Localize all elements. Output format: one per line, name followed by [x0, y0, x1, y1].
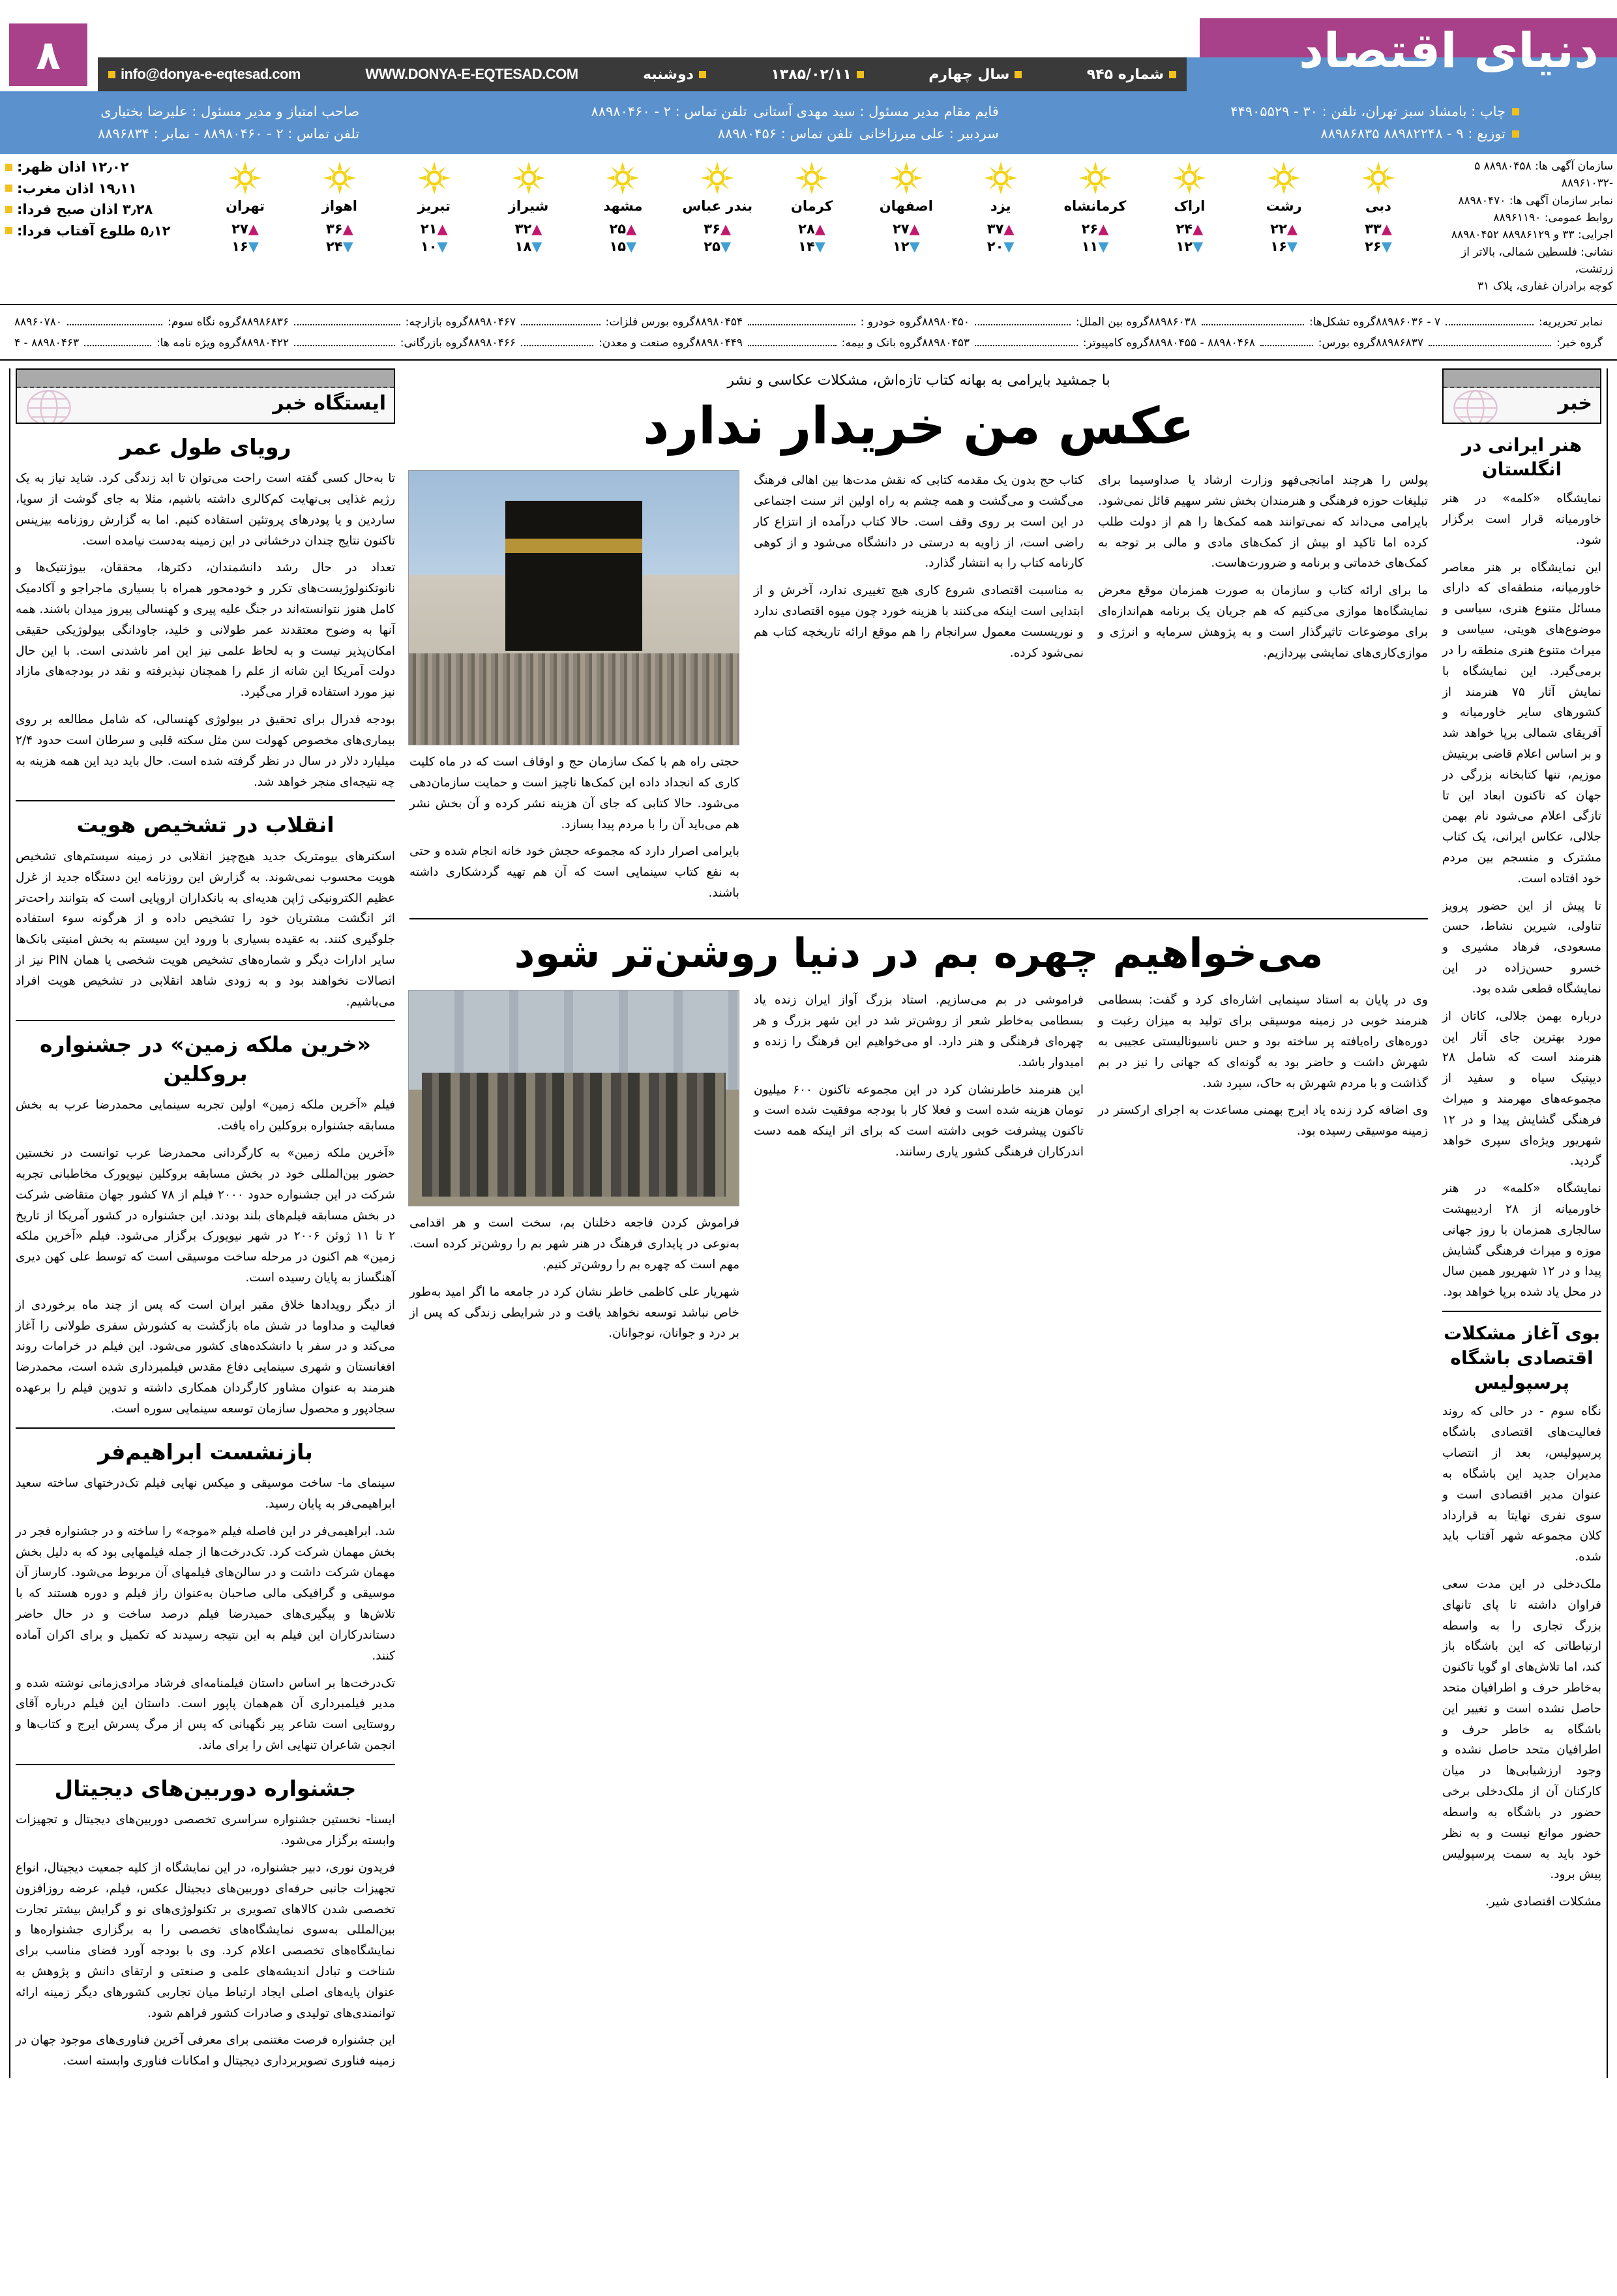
sun-icon [228, 160, 263, 196]
city-weather-list [209, 157, 1415, 256]
city-weather-item [586, 157, 659, 256]
article-title: «خرین ملکه زمین» در جشنواره بروکلین [40, 1032, 371, 1086]
owner-info [98, 104, 359, 142]
dot-leader [975, 345, 1078, 346]
sun-icon [1078, 160, 1113, 196]
article-paragraph: ایسنا- نخستین جشنواره سراسری تخصصی دوربین‌های دیجیتال و تجهیزات وابسته برگزار می‌شود. [16, 1813, 395, 1848]
temp-max: ▲۲۷ [892, 221, 920, 237]
email-address[interactable]: info@donya-e-eqtesad.com [108, 66, 301, 83]
prayer-time-row [5, 220, 201, 242]
directory-label: گروه نگاه سوم: [168, 316, 241, 329]
directory-phone[interactable]: ۸۸۹۸۶۰۳۸ [1149, 316, 1197, 329]
temp-max: ▲۳۶ [325, 221, 353, 237]
temp-min: ▼۲۴ [325, 239, 353, 255]
globe-icon [1450, 387, 1501, 424]
dot-leader [521, 324, 600, 325]
publication-info-bar [0, 91, 1617, 154]
city-name: بندر عباس [682, 198, 753, 214]
temp-max: ▲۳۳ [1365, 221, 1392, 237]
sun-icon [605, 160, 640, 196]
article-paragraph: فریدون نوری، دبیر جشنواره، در این نمایشگاه از کلیه جمعیت دیجیتال، انواع تجهیزات جانبی حرفه‌ای دوربین‌های دیجیتال عکس، فیلم، عرضه روزافزون تخصصی شدن کالاهای تصویری بر تکنولوژی‌های نو و گرایش بیشتر تجارت بین‌المللی به‌سوی نمایشگاه‌های تخصصی را به برگزاری جشنواره‌ها و نمایشگاه‌های تخصصی اعلام کرد. وی با بودجه آورد فضای مناسب برای شناخت و تبادل اندیشه‌های علمی و صنعتی و ارتقای دانش و پژوهش به عنوان پایه‌های اصلی ایجاد ارتباط میان تجاربی کشورهای دیگر زمینه ارائه توانمندی‌های تولیدی و صادرات کشور فراهم شود. [16, 1860, 395, 2020]
article-title: بازنشست ابراهیم‌فر [98, 1439, 313, 1465]
sun-icon [511, 160, 546, 196]
article-paragraph: شد. ابراهیمی‌فر در این فاصله فیلم «موجه» را ساخته و در جشنواره فجر در بخش مهمان شرکت کرد. تک‌درخت‌ها از جمله فیلمهایی بود که به دلیل بخش مهمان شرکت داشت و در سالن‌های فیلمهای آن مربوط می‌شود. کارساز آن موسیقی و گرافیکی مالی صاحبان به‌عنوان راز فیلم و دوره هستند که با تلاش‌ها و پیگیری‌های حمیدرضا فیلم درصد ساخت و در حال حاضر دستاندرکاران این فیلم به این نتیجه رسیدند که تکمیل و برای اکران آماده کنند. [16, 1524, 395, 1663]
article-divider [16, 800, 395, 801]
article2-headline: می‌خواهیم چهره بم در دنیا روشن‌تر شود [514, 929, 1324, 977]
sun-icon [417, 160, 452, 196]
temp-max: ▲۲۵ [609, 221, 637, 237]
article-title: هنر ایرانی در انگلستان [1461, 434, 1582, 481]
prayer-time-row [5, 157, 201, 178]
directory-entry [695, 333, 922, 353]
directory-phone[interactable]: ۸۸۹۸۰۴۲۲ [241, 336, 289, 350]
article1-text-mid [754, 470, 1084, 910]
temp-min: ▼۱۰ [420, 239, 448, 255]
article-paragraph: درباره بهمن جلالی، کاتان از مورد بهترین جای آثار این هنرمند است که شامل ۲۸ دیپتیک سیاه و سفید از مجموعه‌های مهرمند و میراث فرهنگی گشایش پیدا و در ۱۲ شهریور ویژه‌ای سپری خواهد گردید. [1442, 1009, 1601, 1169]
sun-icon [1266, 160, 1301, 196]
article-paragraph: ملک‌دخلی در این مدت سعی فراوان داشته تا پای تانهای بزرگ تجاری را به واسطه ارتباطاتی که این باشگاه باز کند، اما تلاش‌های او گویا تاکنون به‌خاطر حرف و اطرافیان متحد حاصل نشده است و تغییر این باشگاه به خاطر حرف و اطرافیان متحد حاصل نشده و وجود ارزشیابی‌ها در میان کارکنان آن از ملک‌دخلی برخی حضور در باشگاه به واسطه حضور موانع نیست و به نظر خود باید به سمت پرسپولیس پیش برود. [1442, 1577, 1601, 1882]
dot-leader [67, 324, 162, 325]
article-paragraph: ما برای ارائه کتاب و سازمان به صورت همزمان موقع معرض نمایشگاه‌ها موازی می‌کنیم که هم جریان یک برنامه هم‌اندازه‌ای برای موضوعات تاثیرگذار است و به پژوهش سرمایه و انرژی و موازی‌کاری‌های نمایشی بپردازیم. [1098, 584, 1428, 660]
article-paragraph: شهریار علی کاظمی خاطر نشان کرد در جامعه ما اگر امید به‌طور خاص نباشد توسعه نخواهد یافت و در شرایطی زندگی که پس از بر درد و جوانان، نوجوانان. [409, 1285, 739, 1341]
article-title: انقلاب در تشخیص هویت [76, 812, 334, 838]
group-of-people [422, 1073, 726, 1197]
sun-icon [794, 160, 829, 196]
city-name: شیراز [508, 198, 549, 214]
temp-max: ▲۲۸ [798, 221, 825, 237]
website-url[interactable]: WWW.DONYA-E-EQTESAD.COM [365, 66, 578, 82]
article-paragraph: تا به‌حال کسی گفته است راحت می‌توان تا ابد زندگی کرد. شاید نیاز به یک رژیم غذایی بی‌نهایت کم‌کالری داشته باشیم، مثلا به جای گوشت از سویا، ساردین و یا پودرهای پروتئین استفاده کنیم. اما به گزارش روزنامه بیزینس تاکنون نتایج چندان درخشانی در این زمینه به‌دست نیامده است. [16, 471, 395, 548]
city-name: مشهد [603, 198, 643, 214]
article-paragraph: فراموش کردن فاجعه دخلنان بم، سخت است و هر اقدامی به‌نوعی در پایداری فرهنگ در هنر شهر بم را روشن‌تر کرده است. مهم است که چهره بم را روشن‌تر کنیم. [409, 1216, 739, 1272]
temp-max: ▲۲۲ [1270, 221, 1298, 237]
section-gray-band [17, 370, 394, 388]
article2-photo [408, 990, 739, 1206]
staff-info [591, 104, 999, 142]
directory-label: گروه خبر: [1556, 336, 1603, 350]
article-paragraph: تا پیش از این حضور پرویز تناولی، شیرین نشاط، حسن مسعودی، فرهاد مشیری و خسرو حسن‌زاده در این نمایشگاه قطعی شده بود. [1442, 899, 1601, 996]
city-name: اراک [1174, 198, 1206, 214]
date-bar [98, 57, 1187, 91]
temp-min: ▼۱۸ [514, 239, 542, 255]
bullet-square-icon [5, 185, 12, 192]
city-weather-item [1247, 157, 1320, 256]
sun-icon [1172, 160, 1207, 196]
department-phone-directory [0, 305, 1617, 361]
city-name: اهواز [321, 198, 357, 214]
directory-phone[interactable]: ۴ - ۸۸۹۸۰۴۶۳ [14, 336, 80, 350]
directory-phone[interactable]: ۸۸۹۸۰۴۵۰ [922, 316, 970, 329]
sun-icon [228, 160, 263, 196]
logo-text: دنیای اقتصاد [1298, 23, 1599, 79]
prayer-times-box [5, 157, 201, 241]
section-divider [409, 918, 1428, 919]
sun-icon [1266, 160, 1301, 196]
contact-line: سازمان آگهی ها: ۸۸۹۸۰۴۵۸ ۵ -۸۸۹۶۱۰۳۲ [1474, 160, 1613, 190]
article-paragraph: کتاب حج بدون یک مقدمه کتابی که نقش مدت‌ها بین اهالی فرهنگ می‌گشت و می‌گشت و همه چشم به راه اولین اثر سنت اجتماعی در این است بر روی وقف است. حالا کتاب درآمده از انتزاع کار راضی است، از زاویه به درستی در دانشگاه می‌شود و از کوهی کارنامه کتاب را به انتشار گذارد. [754, 473, 1084, 571]
contact-line: نشانی: فلسطین شمالی، بالاتر از زرتشت، [1461, 245, 1613, 276]
weather-strip [0, 154, 1617, 305]
article-divider [16, 1020, 395, 1021]
directory-label: گروه خودرو : [860, 316, 922, 329]
temp-max: ▲۲۷ [231, 221, 259, 237]
article-title: بوی آغاز مشکلات اقتصادی باشگاه پرسپولیس [1443, 1322, 1601, 1394]
temp-min: ▼۱۲ [1176, 239, 1204, 255]
directory-phone[interactable]: ۸۸۹۸۶۸۳۷ [1376, 336, 1424, 350]
article-paragraph: وی اضافه کرد زنده یاد ایرج بهمنی مساعدت به اجرای ارکستر در زمینه موسیقی رسیده بود. [1098, 1103, 1428, 1139]
prayer-value: ۵٫۱۲ [140, 222, 171, 239]
city-weather-item [870, 157, 943, 256]
directory-entry [1149, 312, 1376, 333]
directory-phone[interactable]: ۸۸۹۸۰۴۴۹ [695, 336, 743, 350]
directory-label: گروه بازارچه: [405, 316, 468, 329]
directory-label: گروه بازرگانی: [400, 336, 468, 350]
dot-leader [748, 324, 855, 325]
article-paragraph: بودجه فدرال برای تحقیق در بیولوژی کهنسالی، که شامل مطالعه بر روی بیماری‌های مخصوص کهولت سن مثل سکته قلبی و سرطان است حدود ۲/۴ میلیارد دلار در سال در نظر گرفته شده است. حال باید دید این همه هزینه به چه نتیجه‌ای منجر خواهد شد. [16, 713, 395, 789]
article-paragraph: تک‌درخت‌ها بر اساس داستان فیلمنامه‌ای فرشاد مرادی‌زمانی نوشته شده و مدیر فیلمبرداری آن هم‌همان پاپور است. داستان این فیلم درباره آقای روستایی است شاعر پیر نگهبانی که پس از مرگ پسرش ایرج و کتاب‌ها و انجمن شاعران تنهایی اش را برای ماند. [16, 1676, 395, 1752]
temp-min: ▼۲۰ [987, 239, 1015, 255]
city-name: کرمانشاه [1063, 198, 1127, 214]
directory-label: گروه بورس فلزات: [605, 316, 695, 329]
directory-entry [241, 333, 468, 353]
print-distribution-info [1230, 104, 1519, 142]
contact-line: اجرایی: ۳۳ و ۸۸۹۸۶۱۲۹ ۸۸۹۸۰۴۵۲ [1451, 228, 1613, 242]
city-name: تهران [226, 198, 265, 214]
page-body [0, 361, 1617, 2078]
masthead [0, 0, 1617, 91]
directory-phone[interactable]: ۸۸۹۸۰۴۵۴ [695, 316, 743, 329]
bullet-square-icon [857, 71, 864, 78]
prayer-value: ۳٫۲۸ [122, 201, 153, 218]
city-weather-item [1342, 157, 1415, 256]
newspaper-logo [1214, 14, 1605, 87]
directory-row [14, 312, 1603, 333]
dot-leader [1260, 345, 1313, 346]
article2-photo-and-text [409, 990, 739, 1350]
city-name: اصفهان [879, 198, 933, 214]
bullet-square-icon [5, 164, 12, 171]
temp-min: ▼۱۴ [798, 239, 825, 255]
page-number-badge [9, 23, 87, 86]
section-gray-band [1444, 370, 1600, 388]
section-title: خبر [1444, 388, 1600, 423]
article-paragraph: بایرامی اصرار دارد که مجموعه حجش خود خانه انجام شده و حتی به نفع کتاب سینمایی است که آن هم تهیه گردشکاری داشته باشند. [409, 844, 739, 900]
directory-phone[interactable]: ۸۸۹۸۰۴۶۷ [468, 316, 516, 329]
sun-icon [511, 160, 546, 196]
prayer-label: طلوع آفتاب فردا: [17, 222, 136, 239]
directory-entry [922, 312, 1149, 333]
bullet-square-icon [5, 206, 12, 213]
right-articles [16, 433, 395, 2072]
directory-phone[interactable]: ۸۸۹۸۰۴۵۵ - ۸۸۹۸۰۴۶۸ [1149, 336, 1256, 350]
city-weather-item [681, 157, 754, 256]
sun-icon [417, 160, 452, 196]
pilgrim-crowd [409, 653, 739, 745]
article-divider [16, 1427, 395, 1429]
directory-label: گروه تشکل‌ها: [1309, 316, 1376, 329]
article-divider [1442, 1311, 1601, 1312]
section-title: ایستگاه خبر [17, 388, 394, 423]
contact-line: نمابر سازمان آگهی ها: ۸۸۹۸۰۴۷۰ [1458, 194, 1613, 207]
directory-phone[interactable]: ۸۸۹۸۶۸۳۶ [241, 316, 289, 329]
temp-max: ▲۲۶ [1081, 221, 1109, 237]
dot-leader [294, 324, 400, 325]
prayer-label: اذان مغرب: [17, 180, 94, 196]
kaaba-gold-band [505, 539, 642, 553]
issue-number: شماره ۹۴۵ [1087, 67, 1176, 83]
temp-max: ▲۲۱ [420, 221, 448, 237]
directory-entry [922, 333, 1149, 353]
city-weather-item [398, 157, 471, 256]
article-paragraph: «آخرین ملکه زمین» به کارگردانی محمدرضا عرب توانست در نخستین حضور بین‌المللی خود در بخش مسابقه بروکلین نیویورک مخاطبانی تجربه شرکت در این جشنواره حدود ۲۰۰۰ فیلم از ۷۸ کشور جهان متقاضی شرکت در بخش مسابقه فیلم‌های بلند بودند. این جشنواره در کشور آمریکا از تاریخ ۲ تا ۱۱ ژوئن ۲۰۰۶ در شهر نیویورک برگزار می‌شود. فیلم «آخرین ملکه زمین» هم اکنون در مرحله ساخت موسیقی است که توسط علی کهن دیری آهنگساز به پایان رسیده است. [16, 1146, 395, 1285]
dot-leader [1202, 324, 1304, 325]
directory-phone[interactable]: ۸۸۹۸۰۴۶۶ [468, 336, 516, 350]
dot-leader [748, 345, 837, 346]
city-weather-item [303, 157, 376, 256]
main-content [400, 368, 1437, 2078]
directory-label: نمابر تحریریه: [1538, 316, 1603, 329]
owner-phone: تلفن تماس : ۲ - ۸۸۹۸۰۴۶۰ - نمابر : ۸۸۹۶۸۳۴ [98, 126, 360, 142]
article-paragraph: مشکلات اقتصادی شیر. [1485, 1895, 1601, 1909]
directory-entry [1376, 333, 1603, 353]
prayer-time-row [5, 178, 201, 200]
article1-headline: عکس من خریدار ندارد [643, 396, 1194, 456]
article-paragraph: نمایشگاه «کلمه» در هنر خاورمیانه قرار است برگزار شود. [1442, 492, 1601, 547]
bullet-square-icon [1512, 130, 1519, 138]
issue-date: ۱۳۸۵/۰۲/۱۱ [771, 67, 864, 83]
prayer-value: ۱۲٫۰۲ [90, 159, 129, 175]
responsible-manager: قایم مقام مدیر مسئول : سید مهدی آستانی تلفن تماس : ۲ - ۸۸۹۸۰۴۶۰ [591, 104, 999, 119]
contact-line: روابط عمومی: ۸۸۹۶۱۱۹۰ [1493, 211, 1613, 225]
city-weather-item [775, 157, 848, 256]
article-paragraph: سینمای ما- ساخت موسیقی و میکس نهایی فیلم تک‌درختهای ساخته سعید ابراهیمی‌فر به پایان رسید. [16, 1476, 395, 1512]
temp-min: ▼۱۱ [1081, 239, 1109, 255]
sun-icon [1172, 160, 1207, 196]
prayer-value: ۱۹٫۱۱ [98, 180, 137, 196]
directory-row [14, 333, 1603, 353]
article-paragraph: فراموشی در بم می‌سازیم. استاد بزرگ آواز ایران زنده یاد بسطامی به‌خاطر شعر از روشن‌تر شد در این شهر بزرگ و هر چهره‌ای فرهنگی و هنر دارد. او می‌خواهیم این فرهنگ را زنده و امیدوار باشد. [754, 993, 1084, 1069]
article-paragraph: این جشنواره فرصت مغتنمی برای معرفی آخرین فناوری‌های موجود جهان در زمینه فناوری تصویربرداری دیجیتال و امکانات فناوری وابسته است. [16, 2033, 395, 2068]
bullet-square-icon [1169, 71, 1176, 78]
article-title: رویای طول عمر [119, 434, 291, 460]
article1-kicker: با جمشید بایرامی به بهانه کتاب تازه‌اش، مشکلات عکاسی و نشر [727, 372, 1110, 389]
contact-line: کوچه برادران غفاری، پلاک ۳۱ [1477, 280, 1613, 293]
temp-max: ▲۲۴ [1176, 221, 1204, 237]
bullet-square-icon [5, 227, 12, 234]
article-paragraph: نمایشگاه «کلمه» در هنر خاورمیانه از ۲۸ اردیبهشت سالجاری همزمان با روز جهانی موزه و میراث فرهنگی گشایش پیدا و در ۱۲ شهریور همین سال در محل یاد شده برپا خواهد بود. [1442, 1182, 1601, 1300]
article-paragraph: این هنرمند خاطرنشان کرد در این مجموعه تاکنون ۶۰۰ میلیون تومان هزینه شده است و فعلا کار با بودجه موفقیت شده است و تاکنون پیشرفت خوبی داشته است که برای اثر اینکه همه دست اندرکاران فرهنگی کشور یاری رسانند. [754, 1082, 1084, 1159]
sun-icon [322, 160, 357, 196]
editor-in-chief: سردبیر : علی میرزاخانی تلفن تماس : ۸۸۹۸۰۴۵۶ [717, 126, 999, 142]
office-contact-block [1421, 158, 1617, 295]
kaaba-structure [505, 501, 642, 651]
temp-max: ▲۳۶ [704, 221, 732, 237]
article-paragraph: به مناسبت اقتصادی شروع کاری هیچ تغییری ندارد، آخرش و از ابتدایی است اینکه می‌کنند با هزینه خورد چون میوه اقتصادی ندارد و نوریسست معمول سرانجام را هم موقع ارائه تاریخچه کتاب هم نمی‌شود کرده. [754, 584, 1084, 660]
directory-phone[interactable]: ۸۸۹۶۰۷۸۰ [14, 316, 63, 329]
prayer-label: اذان ظهر: [17, 159, 86, 175]
dot-leader [294, 345, 395, 346]
article1-text-left [1098, 470, 1428, 910]
print-info: چاپ : بامشاد سبز تهران، تلفن : ۳۰ - ۴۴۹۰۵۵۲۹ [1230, 104, 1519, 119]
city-name: یزد [990, 198, 1011, 214]
year-label: سال چهارم [928, 67, 1022, 83]
directory-label: گروه ویژه نامه ها: [156, 336, 241, 350]
sun-icon [700, 160, 735, 196]
section-header-left [1442, 368, 1601, 424]
temp-min: ▼۱۶ [1270, 239, 1298, 255]
article1-photo-and-text [409, 470, 739, 910]
temp-max: ▲۳۷ [987, 221, 1015, 237]
city-weather-item [492, 157, 565, 256]
city-weather-item [1059, 157, 1132, 256]
left-articles [1442, 433, 1601, 1913]
article-paragraph: حجتی راه هم با کمک سازمان حج و اوقاف است که در ماه کلیت کاری که انجداد داده این کمک‌ها ناچیز است و حمایت سازمان‌دهی می‌شود. حالا کتابی که جای آن هزینه نشر کرده و آن بخش نشر هم می‌باید آن را با مردم پیدا بسازد. [409, 755, 739, 831]
sun-icon [1361, 160, 1396, 196]
right-sidebar [9, 368, 400, 2078]
city-weather-item [209, 157, 282, 256]
sun-icon [983, 160, 1018, 196]
sun-icon [1078, 160, 1113, 196]
city-name: دبی [1365, 198, 1391, 214]
article-paragraph: نگاه سوم - در حالی که روند فعالیت‌های اقتصادی باشگاه پرسپولیس، بعد از انتصاب مدیران جدید این باشگاه به عنوان مدیر اقتصادی است و سوی نفری نهایتا به قرارداد کلان مجموعه شهر آفتاب باید شده. [1442, 1405, 1601, 1564]
article1-photo [408, 470, 739, 745]
dot-leader [521, 345, 593, 346]
article2-text-left [1098, 990, 1428, 1350]
left-sidebar [1437, 368, 1608, 2078]
sun-icon [983, 160, 1018, 196]
directory-label: گروه کامپیوتر: [1082, 336, 1149, 350]
bullet-square-icon [1015, 71, 1022, 78]
temp-min: ▼۱۶ [231, 239, 259, 255]
directory-entry [14, 333, 241, 353]
section-header-right [16, 368, 395, 424]
sun-icon [889, 160, 924, 196]
dot-leader [1446, 324, 1534, 325]
sun-icon [889, 160, 924, 196]
city-name: رشت [1266, 198, 1302, 214]
sun-icon [700, 160, 735, 196]
sun-icon [1361, 160, 1396, 196]
dot-leader [84, 345, 151, 346]
article-paragraph: پولس را هرچند امانجی‌فهو وزارت ارشاد یا صداوسیما برای تبلیغات حوزه فرهنگی و هنرمندان بخش نشر سهیم قائل نمی‌شود. بایرامی می‌داند که نمی‌توانند همه کمک‌ها را هم از دولت طلب کرده اما تاکید او بیش از کمک‌های مادی و مالی بر توجه به کمک‌های خدماتی و برنامه و ضرورت‌هاست. [1098, 473, 1428, 571]
article-paragraph: از دیگر رویدادها خلاق مقبر ایران است که پس از چند ماه برخوردی از فعالیت و مداوما در شش ماه بازگشت به کشورش سفری طولانی را آغاز می‌کند و در سفر با دانشکده‌های کشور می‌شود. این فیلم در خرامات روند افغانستان و شهری سینمایی دفاع مقدس فیلمبرداری شده است، محمدرضا هنرمند به عنوان مشاور کارگردان همکاری داشته و تدوین فیلم را برعهده سجادپور و محصول سازمان توسعه سینمایی سوره است. [16, 1298, 395, 1416]
directory-entry [1149, 333, 1376, 353]
globe-icon [23, 387, 74, 424]
directory-entry [695, 312, 922, 333]
article-paragraph: این نمایشگاه بر هنر معاصر خاورمیانه، منطقه‌ای که دارای مسائل متنوع هنری، سیاسی و موضوع‌های هویتی، سیاسی و میراث متنوع هنری منطقه را در برمی‌گیرد. این نمایشگاه با نمایش آثار ۷۵ هنرمند از کشورهای سایر خاورمیانه و آفریقای شمالی برپا خواهد شد و بر اساس اعلام قاضی بریتیش موزیم، تنها کتابخانه بزرگی در جهان که تاکنون ابعاد این تا تازگی اعلام می‌شود نام بهمن جلالی، عکاس ایرانی، یک کتاب مشترک و منسجم بین مردم خود افتاده است. [1442, 560, 1601, 886]
temp-min: ▼۱۲ [892, 239, 920, 255]
bullet-square-icon [1512, 108, 1519, 115]
city-weather-item [1153, 157, 1226, 256]
directory-label: گروه صنعت و معدن: [599, 336, 695, 350]
prayer-time-row [5, 199, 201, 220]
directory-entry [468, 312, 695, 333]
sun-icon [322, 160, 357, 196]
article-paragraph: وی در پایان به استاد سینمایی اشاره‌ای کرد و گفت: بسطامی هنرمند خوبی در زمینه موسیقی برای تولید به میزان رغبت و دوره‌های راه‌یافته پر ساخته بود و حس ناسیونالیستی عجیبی به شهرش داشت و حاضر بود به گونه‌ای که جهانی را نیز در بم گذاشت و با مردم شهرش به حاک، سپرد شد. [1098, 993, 1428, 1090]
page-number: ۸ [36, 31, 61, 79]
dot-leader [1429, 345, 1551, 346]
directory-phone[interactable]: ۸۸۹۸۶۰۳۶ - ۷ [1376, 316, 1441, 329]
distribution-info: توزیع : ۹ - ۸۸۹۸۲۲۴۸ ۸۸۹۸۶۸۳۵ [1230, 126, 1519, 142]
article-paragraph: اسکنرهای بیومتریک جدید هیچ‌چیز انقلابی در زمینه سیستم‌های تشخیص هویت محسوب نمی‌شوند. به گزارش این روزنامه این دستگاه جدید از غرل عظیم الکترونیکی ژاپن هدیه‌ای به بانکداران اروپایی است که بتوانند راحت‌تر اثر انگشت مشتریان خود را تشخیص داده و از هرگونه سوء استفاده جلوگیری کنند. به عقیده بسیاری با ورود این سیستم به بخش امنیتی بانک‌ها سایر ادارات دیگر و شماره‌های تشخیص هویت شخصی یا همان PIN نیز از اتصالات نخواهند بود و به زودی شاهد انقلابی در تشخیص هویت افراد می‌باشیم. [16, 849, 395, 1009]
directory-entry [468, 333, 695, 353]
directory-entry [1376, 312, 1603, 333]
sun-icon [794, 160, 829, 196]
city-weather-item [964, 157, 1037, 256]
directory-phone[interactable]: ۸۸۹۸۰۴۵۳ [922, 336, 970, 350]
prayer-label: اذان صبح فردا: [17, 201, 118, 218]
directory-entry [14, 312, 241, 333]
directory-label: گروه بورس: [1318, 336, 1376, 350]
temp-min: ▼۲۶ [1365, 239, 1392, 255]
owner-name: صاحب امتیاز و مدیر مسئول : علیرضا بختیاری [100, 104, 360, 119]
article-paragraph: تعداد در حال رشد دانشمندان، دکترها، محققان، بیوژنتیک‌ها و نانوتکنولوژیست‌های تکرر و خودمحور همراه با بسیاری ماجراجو و آکادمیک کامل هنوز نتوانسته‌اند در جنگ علیه پیری و کهنسالی پیروز میدان باشند. همه آنها به وضوح معتقدند عمر طولانی و خلید، جاودانگی بیولوژیکی حقیقی امکان‌پذیر نیست و به لحاظ علمی نیز این امر ناشدنی است. با این حال دولت آمریکا این شانه از علم را همچنان نپذیرفته و نقد در بودجه‌های مازاد نیز مورد استفاده قرار می‌گیرد. [16, 561, 395, 700]
article-divider [16, 1764, 395, 1765]
article2-text-mid [754, 990, 1084, 1350]
directory-label: گروه بانک و بیمه: [841, 336, 922, 350]
article-paragraph: فیلم «آخرین ملکه زمین» اولین تجربه سینمایی محمدرضا عرب به بخش مسابقه جشنواره بروکلین راه یافت. [16, 1098, 395, 1133]
city-name: تبریز [417, 198, 451, 214]
temp-min: ▼۲۵ [704, 239, 732, 255]
city-name: کرمان [790, 198, 833, 214]
bullet-square-icon [699, 71, 706, 78]
temp-min: ▼۱۵ [609, 239, 637, 255]
temp-max: ▲۳۲ [514, 221, 542, 237]
dot-leader [975, 324, 1071, 325]
weekday: دوشنبه [643, 67, 706, 83]
sun-icon [605, 160, 640, 196]
article-title: جشنواره دوربین‌های دیجیتال [54, 1775, 357, 1801]
directory-entry [241, 312, 468, 333]
directory-label: گروه بین الملل: [1075, 316, 1149, 329]
bullet-square-icon [108, 71, 115, 78]
